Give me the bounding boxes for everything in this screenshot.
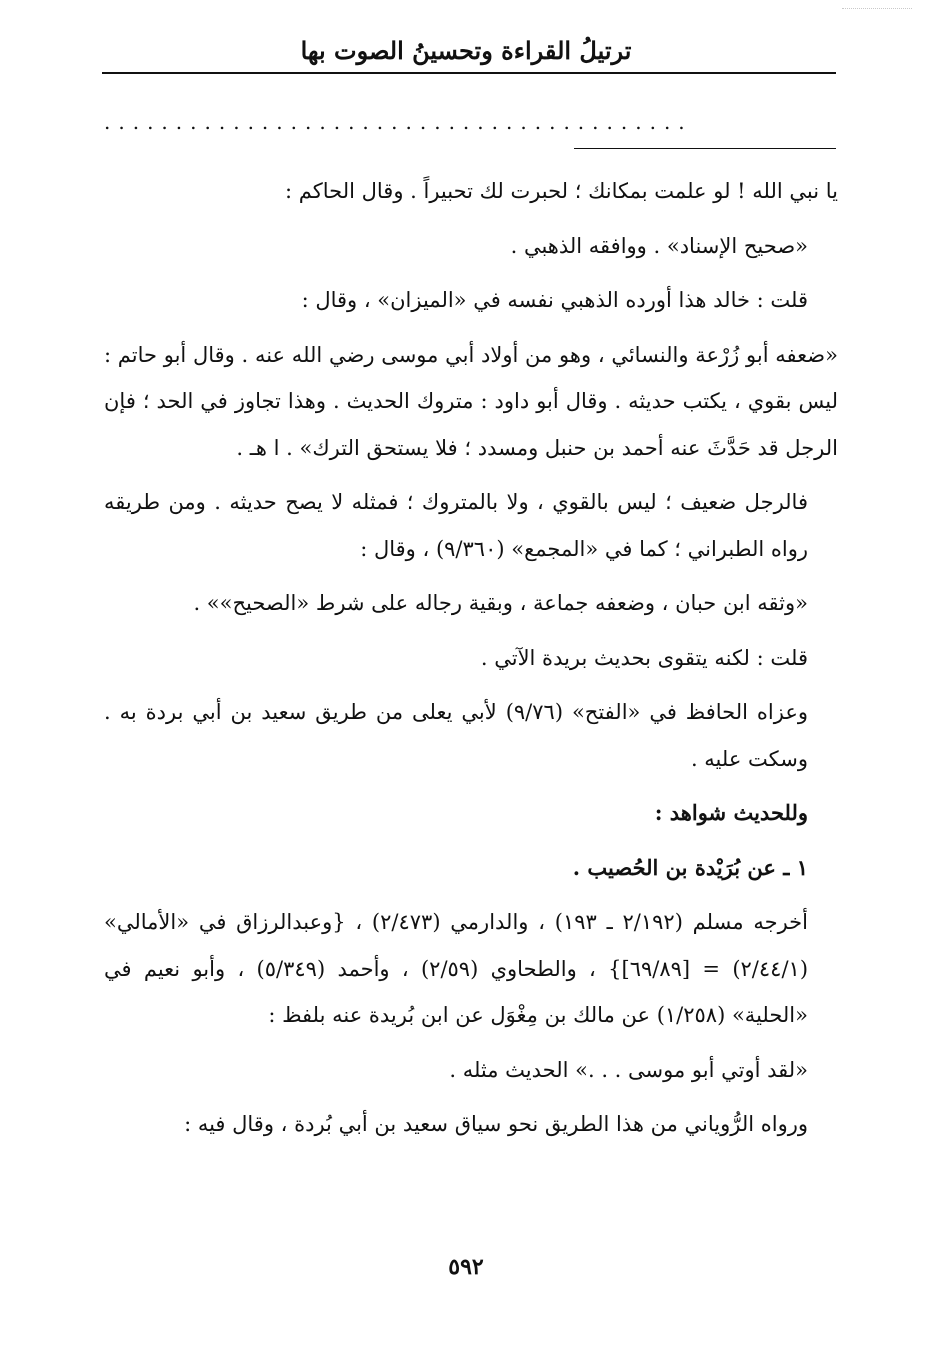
numbered-heading: ١ ـ عن بُرَيْدة بن الحُصيب . xyxy=(572,854,808,880)
short-separator-rule xyxy=(574,148,836,149)
quotation-paragraph: «لقد أوتي أبو موسى . . .» الحديث مثله . xyxy=(449,1057,808,1082)
body-text xyxy=(104,168,838,1156)
paragraph: أخرجه مسلم (٢/١٩٢ ـ ١٩٣) ، والدارمي (٢/٤٧٣) ، {وعبدالرزاق في «الأمالي» (٢/٤٤/١) = [٦٩/٨٩]} ، والطحاوي (٢/٥٩) ، وأحمد (٥/٣٤٩) ، وأبو نعيم في «الحلية» (١/٢٥٨) عن مالك بن مِغْوَل عن ابن بُريدة عنه بلفظ : xyxy=(104,910,809,1027)
paragraph: «صحيح الإسناد» . ووافقه الذهبي . xyxy=(510,233,808,258)
paragraph: قلت : لكنه يتقوى بحديث بريدة الآتي . xyxy=(480,645,808,670)
paragraph: قلت : خالد هذا أورده الذهبي نفسه في «الميزان» ، وقال : xyxy=(301,288,808,312)
dotted-separator: ......................................... xyxy=(104,112,693,132)
paragraph: ورواه الرُّوياني من هذا الطريق نحو سياق سعيد بن أبي بُردة ، وقال فيه : xyxy=(184,1112,808,1136)
page-number: ٥٩٢ xyxy=(448,1254,484,1280)
paragraph: وعزاه الحافظ في «الفتح» (٩/٧٦) لأبي يعلى من طريق سعيد بن أبي بردة به . وسكت عليه . xyxy=(104,700,808,771)
running-header-title: ترتيلُ القراءة وتحسينُ الصوت بها xyxy=(300,36,632,65)
scan-corner-mark xyxy=(842,0,912,9)
quotation-paragraph: «ضعفه أبو زُرْعة والنسائي ، وهو من أولاد أبي موسى رضي الله عنه . وقال أبو حاتم : ليس بقوي ، يكتب حديثه . وقال أبو داود : متروك الحديث . وهذا تجاوز في الحد ؛ فإن الرجل قد حَدَّثَ عنه أحمد بن حنبل ومسدد ؛ فلا يستحق الترك» . ا هـ . xyxy=(104,342,838,460)
header-rule xyxy=(102,72,836,74)
paragraph: فالرجل ضعيف ؛ ليس بالقوي ، ولا بالمتروك ؛ فمثله لا يصح حديثه . ومن طريقه رواه الطبراني ؛ كما في «المجمع» (٩/٣٦٠) ، وقال : xyxy=(104,490,808,561)
paragraph: يا نبي الله ! لو علمت بمكانك ؛ لحبرت لك تحبيراً . وقال الحاكم : xyxy=(285,179,838,203)
quotation-paragraph: «وثقه ابن حبان ، وضعفه جماعة ، وبقية رجاله على شرط «الصحيح»» . xyxy=(193,591,808,615)
section-heading: وللحديث شواهد : xyxy=(654,800,808,825)
